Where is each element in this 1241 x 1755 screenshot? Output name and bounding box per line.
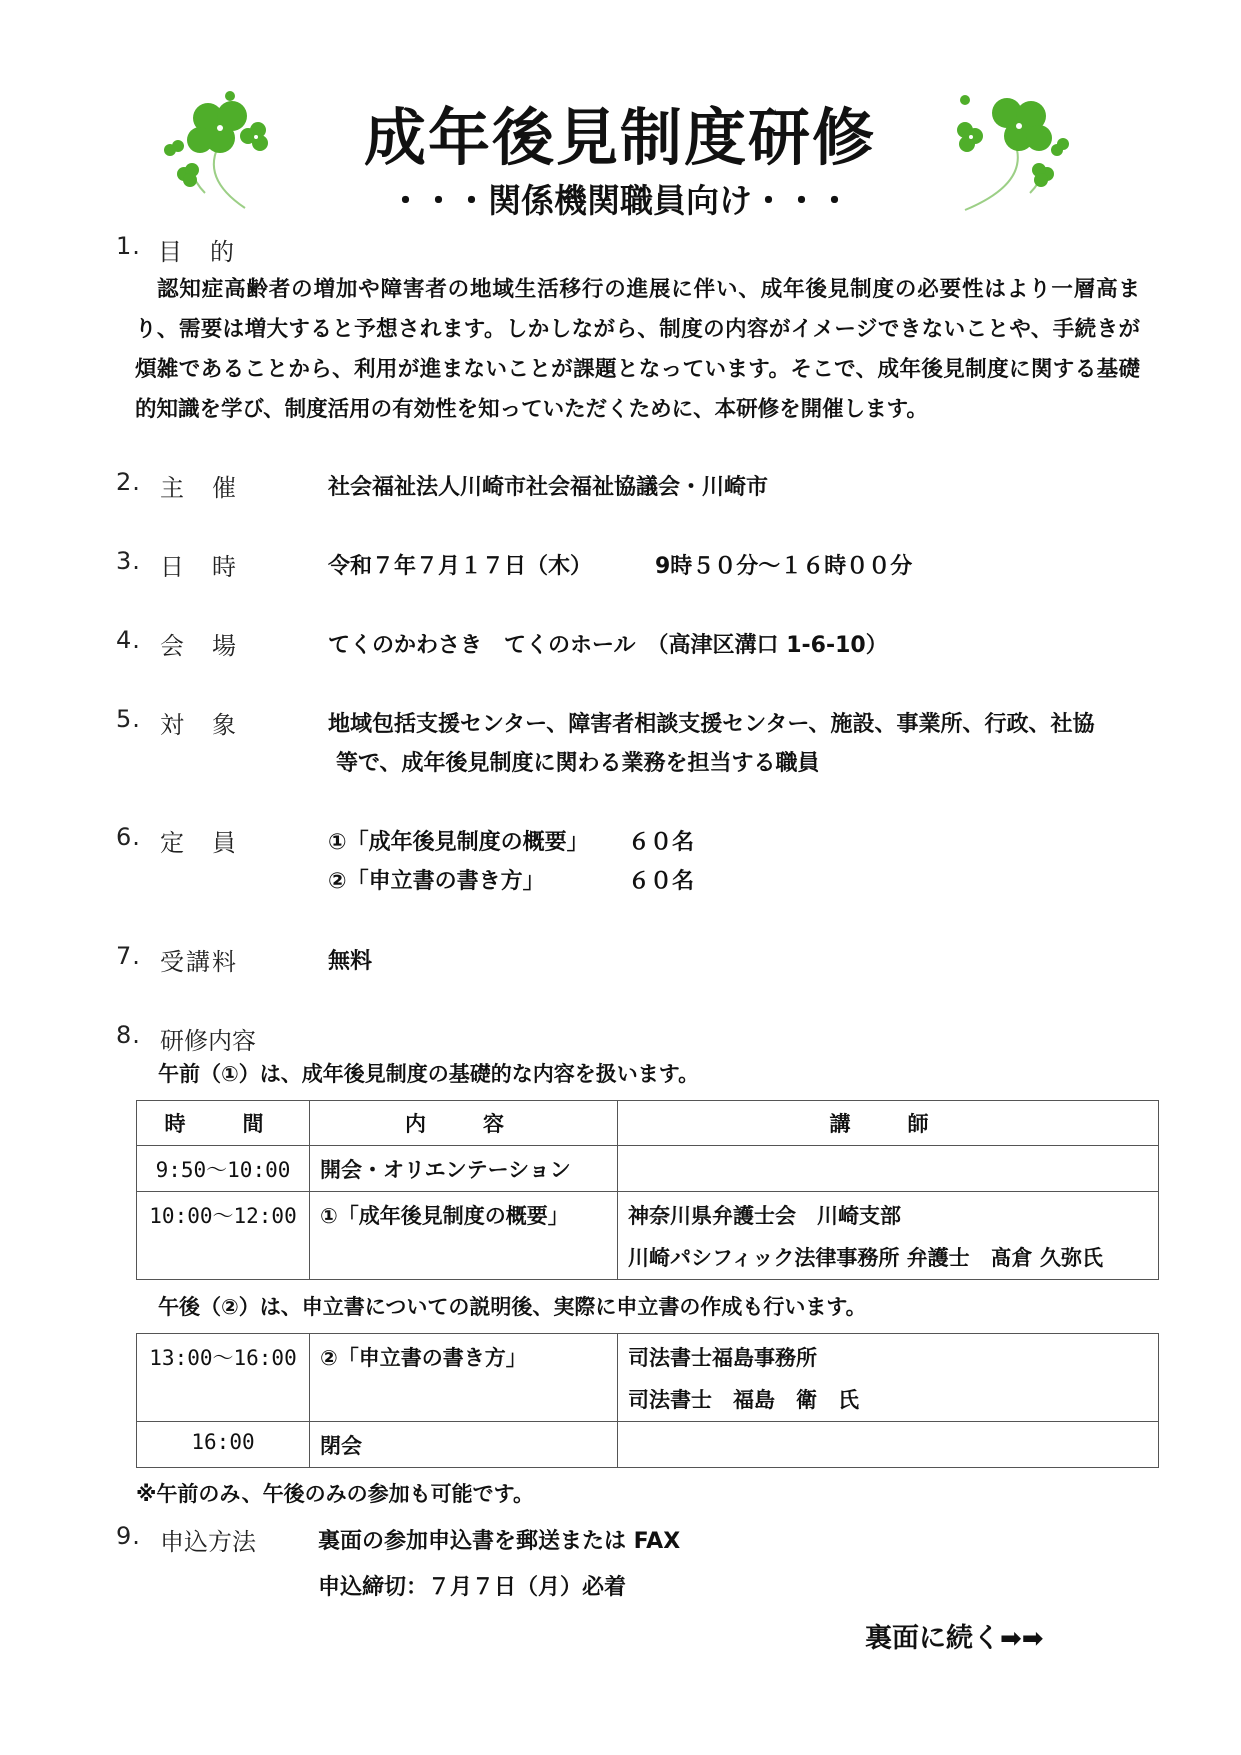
row-lecturer [618,1192,1159,1280]
header-lecturer: 講 師 [618,1101,1159,1146]
capacity-item-count: ６０名 [628,830,695,855]
clover-right-decoration [935,88,1075,213]
section-label-purpose: 目 的 [158,238,236,266]
row-time: 10:00～12:00 [137,1192,310,1280]
section-label-organizer: 主 催 [160,474,238,502]
header-content: 内 容 [310,1101,618,1146]
row-lecturer [618,1334,1159,1422]
capacity-item-name: ①「成年後見制度の概要」 [328,830,589,855]
lecturer-line-1: 司法書士福島事務所 [628,1346,817,1370]
section-label-fee: 受講料 [160,948,238,976]
section-label-apply: 申込方法 [160,1528,256,1556]
row-content: 開会・オリエンテーション [310,1146,618,1192]
section-number: 4. [116,626,141,654]
section-label-content: 研修内容 [160,1027,256,1055]
table-row [137,1422,1159,1468]
purpose-text: 認知症高齢者の増加や障害者の地域生活移行の進展に伴い、成年後見制度の必要性はより一層高まり、需要は増大すると予想されます。しかしながら、制度の内容がイメージできないことや、手続きが煩雑であることから、利用が進まないことが課題となっています。そこで、成年後見制度に関する基礎的知識を学び、制度活用の有効性を知っていただくために、本研修を開催します。 [135,277,1140,422]
section-number: 7. [116,942,141,970]
lecturer-line-2: 司法書士 福島 衛 氏 [628,1388,859,1412]
clover-left-decoration [160,88,300,213]
lecturer-line-2: 川崎パシフィック法律事務所 弁護士 髙倉 久弥氏 [628,1246,1103,1270]
row-content: ②「申立書の書き方」 [310,1334,618,1422]
section-label-capacity: 定 員 [160,829,238,857]
target-line-1: 地域包括支援センター、障害者相談支援センター、施設、事業所、行政、社協 [328,712,1095,737]
table-row [137,1334,1159,1422]
apply-method: 裏面の参加申込書を郵送または FAX [318,1529,681,1554]
table-header-row [137,1101,1159,1146]
target-line-2: 等で、成年後見制度に関わる業務を担当する職員 [336,751,820,776]
row-lecturer [618,1422,1159,1468]
pm-note: 午後（②）は、申立書についての説明後、実際に申立書の作成も行います。 [158,1295,867,1319]
header-time: 時 間 [137,1101,310,1146]
section-number: 6. [116,823,141,851]
am-note: 午前（①）は、成年後見制度の基礎的な内容を扱います。 [158,1062,700,1086]
lecturer-line-1: 神奈川県弁護士会 川崎支部 [628,1204,901,1228]
row-content: 閉会 [310,1422,618,1468]
section-number: 5. [116,705,141,733]
capacity-item-count: ６０名 [628,869,695,894]
attendance-footnote: ※午前のみ、午後のみの参加も可能です。 [136,1482,534,1506]
right-arrow-icon: ➡➡ [1000,1624,1044,1654]
continue-text: 裏面に続く [865,1623,1000,1654]
row-time: 16:00 [137,1422,310,1468]
page-title: 成年後見制度研修 [363,101,876,174]
row-content: ①「成年後見制度の概要」 [310,1192,618,1280]
table-row [137,1192,1159,1280]
section-label-venue: 会 場 [160,632,238,660]
am-schedule-table [136,1100,1159,1280]
row-time: 9:50～10:00 [137,1146,310,1192]
section-number: 9. [116,1522,141,1550]
row-lecturer [618,1146,1159,1192]
section-label-target: 対 象 [160,711,238,739]
organizer-value: 社会福祉法人川崎市社会福祉協議会・川崎市 [328,475,769,500]
section-number: 1. [116,232,141,260]
pm-schedule-table [136,1333,1159,1468]
table-row [137,1146,1159,1192]
capacity-item-name: ②「申立書の書き方」 [328,869,545,894]
row-time: 13:00～16:00 [137,1334,310,1422]
section-number: 2. [116,468,141,496]
event-date: 令和７年７月１７日（木） [328,554,593,579]
section-number: 3. [116,547,141,575]
fee-value: 無料 [328,949,373,974]
section-label-datetime: 日 時 [160,553,238,581]
apply-deadline: 申込締切：７月７日（月）必着 [318,1575,627,1600]
continue-notice [865,1616,1044,1655]
event-time: 9時５０分～１６時００分 [655,554,913,579]
page-subtitle: ・・・関係機関職員向け・・・ [389,181,851,220]
venue-value: てくのかわさき てくのホール （高津区溝口 1-6-10） [328,633,888,658]
section-number: 8. [116,1021,141,1049]
